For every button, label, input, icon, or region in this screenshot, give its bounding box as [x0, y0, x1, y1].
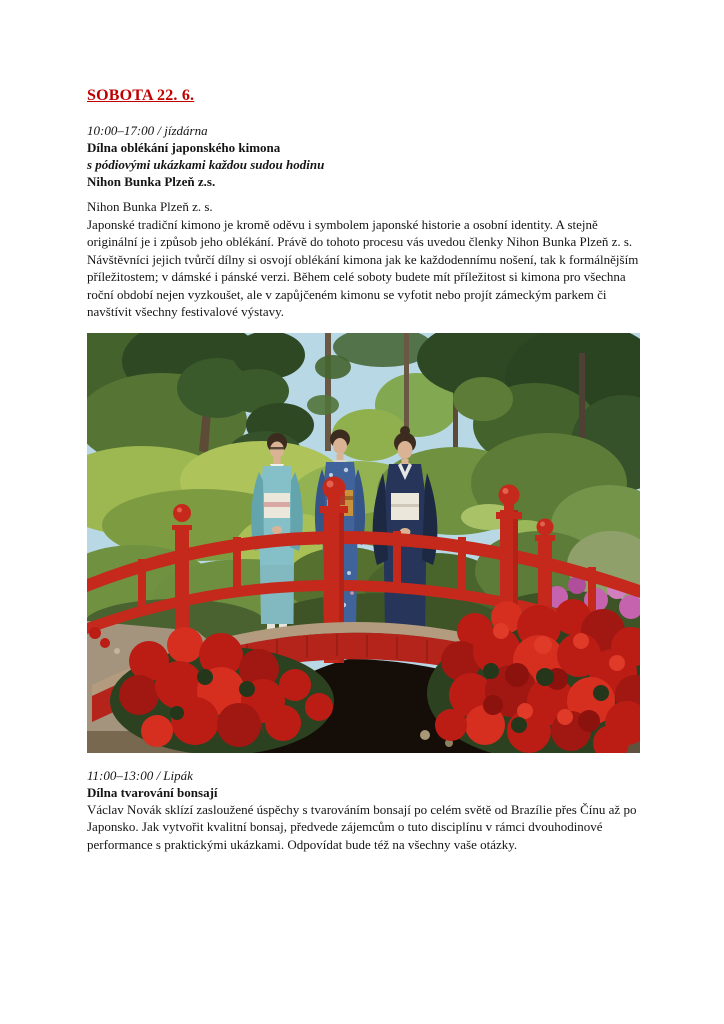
event-time-venue: 10:00–17:00 / jízdárna [87, 123, 208, 138]
event-title: Dílna tvarování bonsají [87, 784, 218, 800]
event-kimono-description [87, 198, 640, 321]
event-subtitle: s pódiovými ukázkami každou sudou hodinu [87, 157, 325, 172]
event-title: Dílna oblékání japonského kimona [87, 140, 281, 155]
event-bonsai-workshop [87, 767, 640, 854]
event-time-venue: 11:00–13:00 / Lipák [87, 767, 193, 783]
organizer-name-line: Nihon Bunka Plzeň z. s. [87, 199, 213, 214]
event-organizer: Nihon Bunka Plzeň z.s. [87, 174, 216, 189]
kimono-bridge-photo [87, 333, 640, 753]
description-text: Japonské tradiční kimono je kromě oděvu i symbolem japonské historie a osobní identity. A stejně originální je i způsob jeho oblékání. Právě do tohoto procesu vás uvedou členky Nihon Bunka Plzeň z. s. Návštěvníci jejich tvůrčí dílny si osvojí oblékání kimona jak ke každodennímu nošení, tak k formálnějším příležitostem; v dámské i pánské verzi. Během celé soboty budete mít příležitost si kimona pro všechna roční období nejen vyzkoušet, ale v zapůjčeném kimonu se vyfotit nebo projít zámeckým parkem či navštívit všechny festivalové výstavy. [87, 216, 639, 319]
day-heading: SOBOTA 22. 6. [87, 87, 195, 104]
kimono-bridge-photo-illustration [87, 333, 640, 753]
description-text: Václav Novák sklízí zasloužené úspěchy s tvarováním bonsají po celém světě od Brazílie přes Čínu až po Japonsko. Jak vytvořit kvalitní bonsaj, předvede zájemcům o tuto disciplínu v rámci dvouhodinové performance s praktickými ukázkami. Odpovídat bude též na všechny vaše otázky. [87, 801, 637, 852]
event-kimono-workshop-header [87, 122, 640, 190]
